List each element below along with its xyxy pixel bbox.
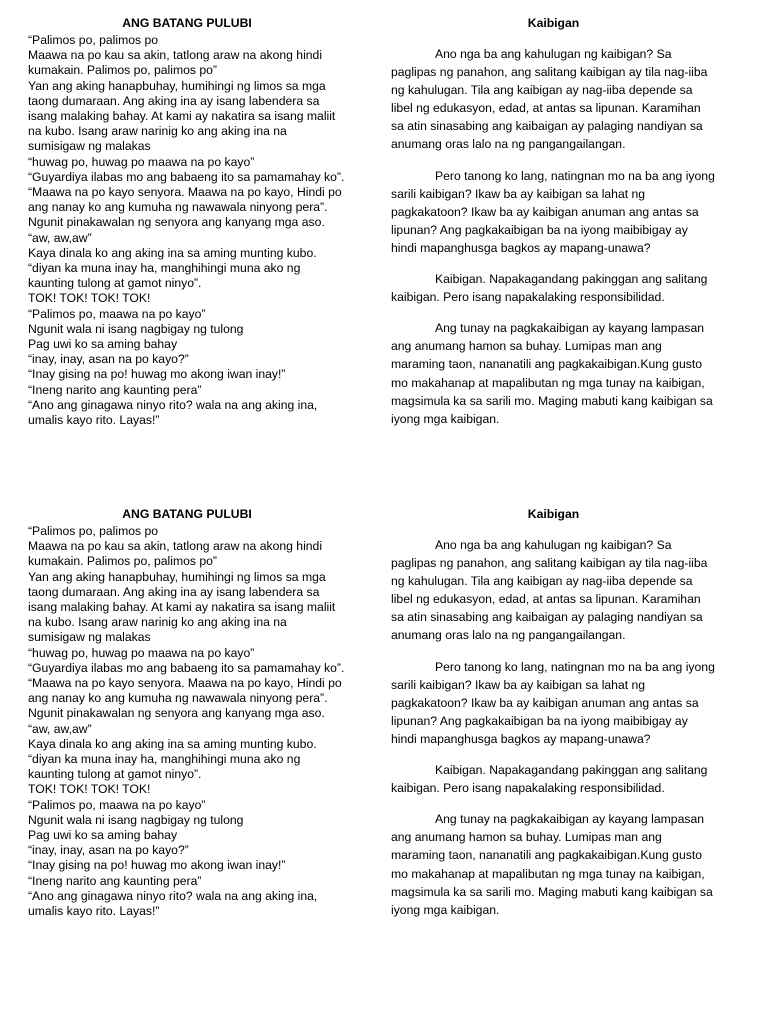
poem-line: “diyan ka muna inay ha, manghihingi muna ako ng kaunting tulong at gamot ninyo”.	[28, 261, 301, 291]
essay-paragraph: Kaibigan. Napakagandang pakinggan ang salitang kaibigan. Pero isang napakalaking responsibilidad.	[391, 272, 708, 305]
poem-line: “aw, aw,aw”	[28, 721, 92, 736]
poem-line: “Maawa na po kayo senyora. Maawa na po kayo, Hindi po ang nanay ko ang kumuha ng nawawala ninyong pera”.	[28, 185, 342, 215]
poem-line: “Ineng narito ang kaunting pera”	[28, 382, 202, 397]
poem-line: TOK! TOK! TOK! TOK!	[28, 291, 151, 306]
poem-line: “Palimos po, palimos po	[28, 524, 159, 538]
poem-line: Yan ang aking hanapbuhay, humihingi ng limos sa mga taong dumaraan. Ang aking ina ay isang labendera sa isang malaking bahay. At kami ay nakatira sa isang maliit na kubo. Isang araw narinig ko ang aking ina na sumisigaw ng malakas	[28, 78, 336, 154]
essay-paragraph: Pero tanong ko lang, natingnan mo na ba ang iyong sarili kaibigan? Ikaw ba ay kaibigan sa lahat ng pagkakatoon? Ikaw ba ay kaibigan anuman ang antas sa lipunan? Ang pagkakaibigan ba na iyong maibibigay ay hindi mapanghusga bagkos ay mapang-unawa?	[391, 168, 715, 255]
poem-line: Ngunit wala ni isang nagbigay ng tulong	[28, 812, 244, 827]
poem-line: “Maawa na po kayo senyora. Maawa na po kayo, Hindi po ang nanay ko ang kumuha ng nawawala ninyong pera”.	[28, 676, 342, 706]
poem-title: ANG BATANG PULUBI	[122, 507, 252, 521]
poem-line: Maawa na po kau sa akin, tatlong araw na akong hindi kumakain. Palimos po, palimos po”	[28, 539, 323, 569]
poem-line: Pag uwi ko sa aming bahay	[28, 828, 178, 843]
essay-paragraph: Ano nga ba ang kahulugan ng kaibigan? Sa paglipas ng panahon, ang salitang kaibigan ay tila nag-iiba ng kahulugan. Tila ang kaibigan ay nag-iiba depende sa libel ng edukasyon, edad, at antas sa lipunan. Karamihan sa atin sinasabing ang kaibaigan ay palaging nandiyan sa anumang oras lalo na ng pangangailangan.	[391, 538, 708, 643]
essay-title: Kaibigan	[527, 507, 580, 521]
poem-line: “aw, aw,aw”	[28, 230, 92, 245]
poem-line: Yan ang aking hanapbuhay, humihingi ng limos sa mga taong dumaraan. Ang aking ina ay isang labendera sa isang malaking bahay. At kami ay nakatira sa isang maliit na kubo. Isang araw narinig ko ang aking ina na sumisigaw ng malakas	[28, 569, 336, 645]
poem-line: “Palimos po, palimos po	[28, 33, 159, 47]
essay-paragraph: Ang tunay na pagkakaibigan ay kayang lampasan ang anumang hamon sa buhay. Lumipas man ang maraming taon, nananatili ang pagkakaibigan.Kung gusto mo makahanap at mapalibutan ng mga tunay na kaibigan, magsimula ka sa sarili mo. Maging mabuti kang kaibigan sa iyong mga kaibigan.	[391, 812, 713, 917]
poem-line: “huwag po, huwag po maawa na po kayo”	[28, 154, 255, 169]
poem-line: “diyan ka muna inay ha, manghihingi muna ako ng kaunting tulong at gamot ninyo”.	[28, 752, 301, 782]
poem-line: “Inay gising na po! huwag mo akong iwan inay!”	[28, 858, 286, 873]
poem-line: “Guyardiya ilabas mo ang babaeng ito sa pamamahay ko”.	[28, 169, 345, 184]
poem-block-top	[28, 16, 346, 428]
poem-line: Kaya dinala ko ang aking ina sa aming munting kubo.	[28, 736, 317, 751]
poem-line: Maawa na po kau sa akin, tatlong araw na akong hindi kumakain. Palimos po, palimos po”	[28, 48, 323, 78]
essay-paragraph: Pero tanong ko lang, natingnan mo na ba ang iyong sarili kaibigan? Ikaw ba ay kaibigan sa lahat ng pagkakatoon? Ikaw ba ay kaibigan anuman ang antas sa lipunan? Ang pagkakaibigan ba na iyong maibibigay ay hindi mapanghusga bagkos ay mapang-unawa?	[391, 659, 715, 746]
poem-line: “Ano ang ginagawa ninyo rito? wala na ang aking ina, umalis kayo rito. Layas!”	[28, 397, 318, 428]
essay-paragraph: Kaibigan. Napakagandang pakinggan ang salitang kaibigan. Pero isang napakalaking responsibilidad.	[391, 763, 708, 796]
poem-line: Ngunit pinakawalan ng senyora ang kanyang mga aso.	[28, 706, 325, 721]
poem-line: “Palimos po, maawa na po kayo”	[28, 797, 206, 812]
essay-block-bottom	[391, 507, 716, 932]
essay-title: Kaibigan	[527, 16, 580, 30]
poem-line: Ngunit pinakawalan ng senyora ang kanyang mga aso.	[28, 215, 325, 230]
essay-paragraph: Ano nga ba ang kahulugan ng kaibigan? Sa paglipas ng panahon, ang salitang kaibigan ay tila nag-iiba ng kahulugan. Tila ang kaibigan ay nag-iiba depende sa libel ng edukasyon, edad, at antas sa lipunan. Karamihan sa atin sinasabing ang kaibaigan ay palaging nandiyan sa anumang oras lalo na ng pangangailangan.	[391, 47, 708, 152]
poem-line: TOK! TOK! TOK! TOK!	[28, 782, 151, 797]
poem-line: “Ineng narito ang kaunting pera”	[28, 873, 202, 888]
poem-line: “huwag po, huwag po maawa na po kayo”	[28, 645, 255, 660]
poem-line: “inay, inay, asan na po kayo?”	[28, 843, 189, 858]
poem-line: “Palimos po, maawa na po kayo”	[28, 306, 206, 321]
poem-line: Kaya dinala ko ang aking ina sa aming munting kubo.	[28, 245, 317, 260]
poem-line: “inay, inay, asan na po kayo?”	[28, 352, 189, 367]
poem-title: ANG BATANG PULUBI	[122, 16, 252, 30]
poem-line: Ngunit wala ni isang nagbigay ng tulong	[28, 321, 244, 336]
poem-line: “Guyardiya ilabas mo ang babaeng ito sa pamamahay ko”.	[28, 660, 345, 675]
essay-block-top	[391, 16, 716, 441]
poem-line: Pag uwi ko sa aming bahay	[28, 337, 178, 352]
poem-line: “Inay gising na po! huwag mo akong iwan inay!”	[28, 367, 286, 382]
essay-paragraph: Ang tunay na pagkakaibigan ay kayang lampasan ang anumang hamon sa buhay. Lumipas man ang maraming taon, nananatili ang pagkakaibigan.Kung gusto mo makahanap at mapalibutan ng mga tunay na kaibigan, magsimula ka sa sarili mo. Maging mabuti kang kaibigan sa iyong mga kaibigan.	[391, 321, 713, 426]
poem-line: “Ano ang ginagawa ninyo rito? wala na ang aking ina, umalis kayo rito. Layas!”	[28, 888, 318, 919]
poem-block-bottom	[28, 507, 346, 919]
